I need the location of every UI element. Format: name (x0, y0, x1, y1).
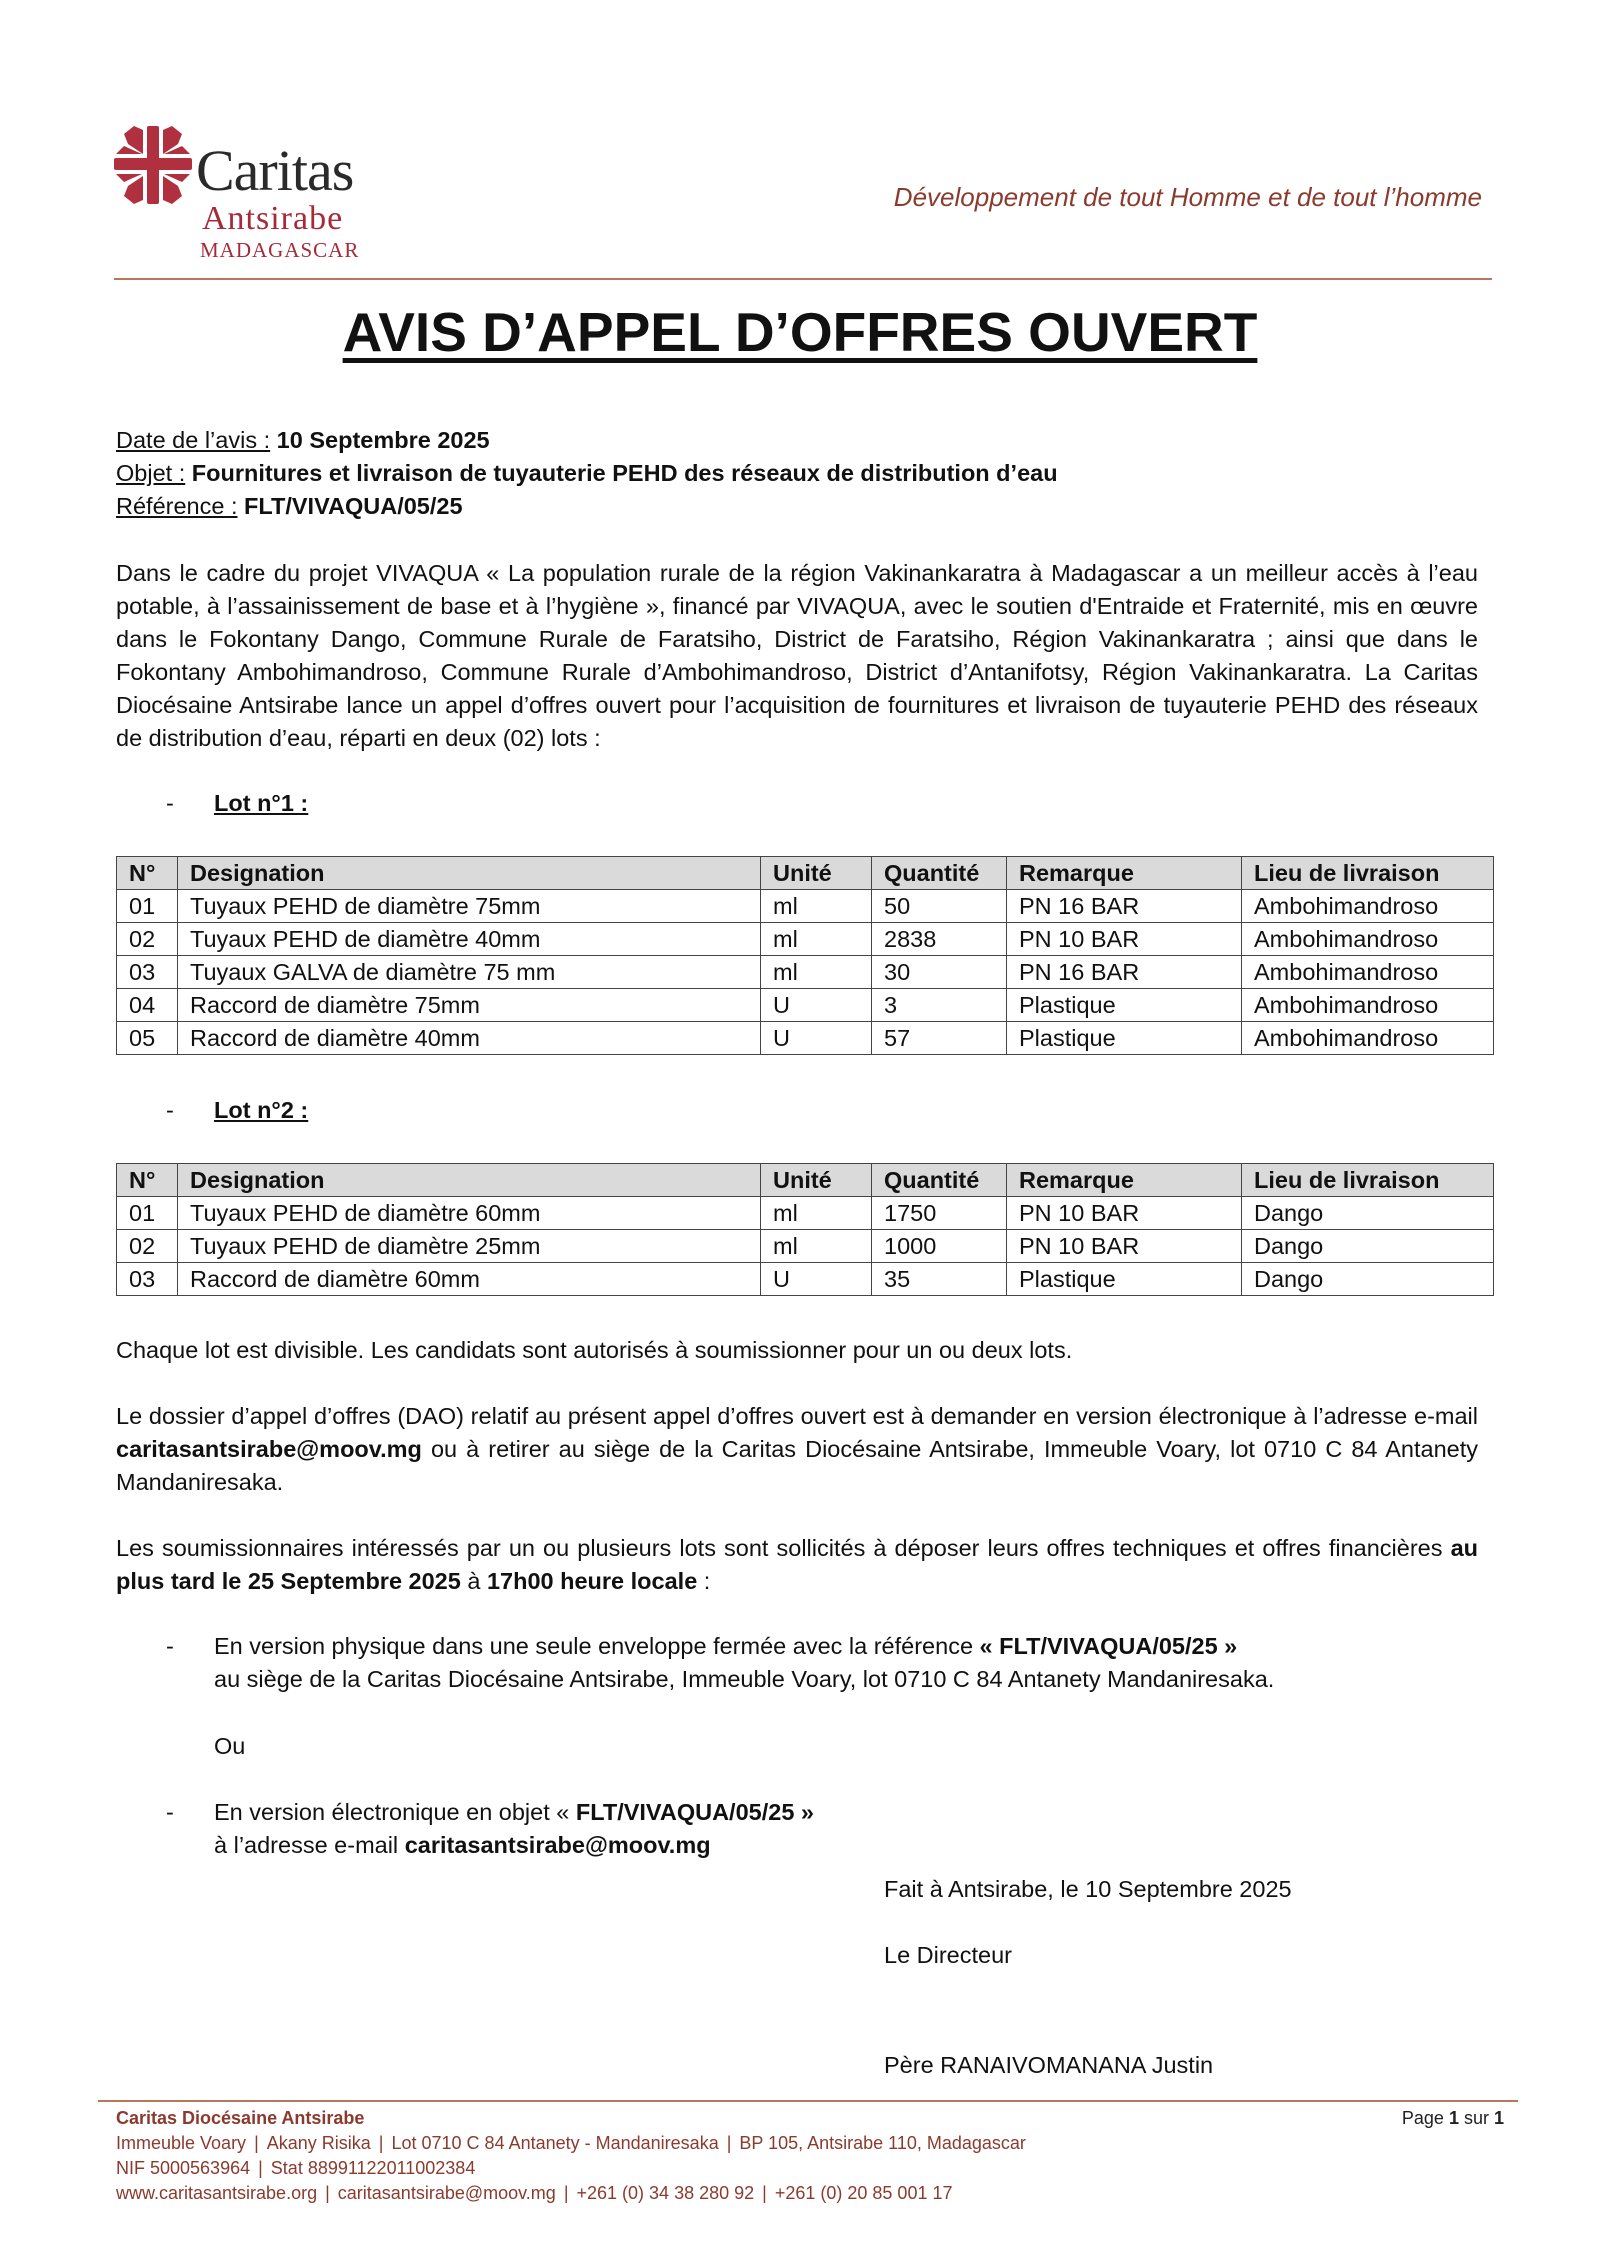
footer-ids-line: NIF 5000563964 | Stat 88991122011002384 (116, 2158, 476, 2178)
table-row (117, 956, 1494, 989)
footer-lot: Lot 0710 C 84 Antanety - Mandaniresaka (391, 2133, 719, 2153)
table-cell: PN 10 BAR (1007, 923, 1242, 956)
table-cell: U (761, 1022, 872, 1055)
page-footer (116, 2106, 1026, 2206)
signature-place-date: Fait à Antsirabe, le 10 Septembre 2025 (884, 1876, 1292, 1902)
lot-2-label: Lot n°2 : (214, 1097, 309, 1123)
reference-line (116, 490, 1478, 523)
table-cell: PN 10 BAR (1007, 1197, 1242, 1230)
submission-text-middle: à (460, 1568, 487, 1594)
table-cell: PN 16 BAR (1007, 890, 1242, 923)
submission-text-end: : (697, 1568, 711, 1594)
header-tagline: Développement de tout Homme et de tout l’homme (893, 182, 1482, 212)
table-cell: Ambohimandroso (1242, 989, 1494, 1022)
divisible-note: Chaque lot est divisible. Les candidats sont autorisés à soumissionner pour un ou deux lots. (116, 1337, 1073, 1363)
column-header: Quantité (872, 1164, 1007, 1197)
column-header: Unité (761, 1164, 872, 1197)
table-cell: Tuyaux PEHD de diamètre 60mm (178, 1197, 761, 1230)
signature-name: Père RANAIVOMANANA Justin (884, 2052, 1214, 2078)
table-cell: Raccord de diamètre 75mm (178, 989, 761, 1022)
table-cell: 1000 (872, 1230, 1007, 1263)
table-cell: Tuyaux GALVA de diamètre 75 mm (178, 956, 761, 989)
lot-1-table (116, 856, 1494, 1055)
table-cell: 02 (117, 923, 178, 956)
footer-divider (98, 2100, 1518, 2102)
date-label: Date de l’avis : (116, 427, 271, 453)
table-cell: 05 (117, 1022, 178, 1055)
column-header: Remarque (1007, 1164, 1242, 1197)
table-row (117, 1022, 1494, 1055)
table-cell: 2838 (872, 923, 1007, 956)
table-cell: 3 (872, 989, 1007, 1022)
dao-text-end: ou à retirer au siège de la Caritas Diocésaine Antsirabe, Immeuble Voary, lot 0710 C 84 Antanety Mandaniresaka. (116, 1436, 1478, 1495)
page-prefix: Page (1401, 2108, 1449, 2128)
dao-text-start: Le dossier d’appel d’offres (DAO) relatif au présent appel d’offres ouvert est à demander en version électronique à l’adresse e-mail (116, 1403, 1478, 1429)
table-cell: 30 (872, 956, 1007, 989)
objet-value: Fournitures et livraison de tuyauterie PEHD des réseaux de distribution d’eau (191, 460, 1058, 486)
table-cell: Plastique (1007, 989, 1242, 1022)
submission-deadline: au plus tard le 25 Septembre 2025 (116, 1535, 1478, 1594)
footer-phone-1: +261 (0) 34 38 280 92 (576, 2183, 755, 2203)
table-cell: ml (761, 956, 872, 989)
table-cell: Plastique (1007, 1263, 1242, 1296)
submission-paragraph (116, 1532, 1478, 1598)
document-page: Caritas Antsirabe MADAGASCAR Développement de tout Homme et de tout l’homme AVIS D’APPEL D’OFFRES OUVERT Date de l’avis : 10 Septembre 2025 Objet : Fournitures et livraison de tuyauterie PEHD des réseaux de distribution d’eau Référence : FLT/VIVAQUA/05/25 Dans le cadre du projet VIVAQUA « La population rurale de la région Vakinankaratra à Madagascar a un meilleur accès à l’eau potable, à l’assainissement de base et à l’hygiène », financé par VIVAQUA, avec le soutien d'Entraide et Fraternité, mis en œuvre dans le Fokontany Dango, Commune Rurale de Faratsiho, District de Faratsiho, Région Vakinankaratra ; ainsi que dans le Fokontany Ambohimandroso, Commune Rurale d’Ambohimandroso, District d’Antanifotsy, Région Vakinankaratra. La Caritas Diocésaine Antsirabe lance un appel d’offres ouvert pour l’acquisition de fournitures et livraison de tuyauterie PEHD des réseaux de distribution d’eau, réparti en deux (02) lots : - Lot n°1 : N° Designation Unité Quantité Remarque Lieu de livraison 01 Tuyaux PEHD de diamètre 75mm ml 50 PN 16 BAR Ambohimandroso 02 Tuyaux PEHD de diamètre 40mm ml 2838 PN 10 BAR Ambohimandroso 03 Tuyaux GALVA de diamètre 75 mm ml 30 PN 16 BAR Ambohimandroso 04 Raccord de diamètre 75mm U 3 Plastique Ambohimandroso 05 Raccord de diamètre 40mm U 57 Plastique Ambohimandroso - Lot n°2 : N° Designation Unité Quantité Remarque Lieu de livraison 01 Tuyaux PEHD de diamètre 60mm ml 1750 PN 10 BAR Dango 02 Tuyaux PEHD de diamètre 25mm ml 1000 PN 10 BAR Dango 03 Raccord de diamètre 60mm U 35 Plastique Dango Chaque lot est divisible. Les candidats sont autorisés à soumissionner pour un ou deux lots. Le dossier d’appel d’offres (DAO) relatif au présent appel d’offres ouvert est à demander en version électronique à l’adresse e-mail caritasantsirabe@moov.mg ou à retirer au siège de la Caritas Diocésaine Antsirabe, Immeuble Voary, lot 0710 C 84 Antanety Mandaniresaka. Les soumissionnaires intéressés par un ou plusieurs lots sont sollicités à déposer leurs offres techniques et offres financières au plus tard le 25 Septembre 2025 à 17h00 heure locale : - En version physique dans une seule enveloppe fermée avec la référence « FLT/VIVAQUA/05/25 » au siège de la Caritas Diocésaine Antsirabe, Immeuble Voary, lot 0710 C 84 Antanety Mandaniresaka. Ou - En version électronique en objet « FLT/VIVAQUA/05/25 » à l’adresse e-mail caritasantsirabe@moov.mg Fait à Antsirabe, le 10 Septembre 2025 Le Directeur Père RANAIVOMANANA Justin Caritas Diocésaine Antsirabe Immeuble Voary | Akany Risika | Lot 0710 C 84 Antanety - Mandaniresaka | BP 105, Antsirabe 110, Madagascar NIF 5000563964 | Stat 88991122011002384 www.caritasantsirabe.org | caritasantsirabe@moov.mg | +261 (0) 34 38 280 92 | +261 (0) 20 85 001 17 Page 1 sur 1 (0, 0, 1600, 2263)
table-cell: 01 (117, 890, 178, 923)
table-cell: 1750 (872, 1197, 1007, 1230)
column-header: Unité (761, 857, 872, 890)
table-row (117, 1197, 1494, 1230)
or-text: Ou (214, 1733, 246, 1759)
table-cell: PN 16 BAR (1007, 956, 1242, 989)
objet-line (116, 457, 1478, 490)
table-cell: Tuyaux PEHD de diamètre 40mm (178, 923, 761, 956)
column-header: Quantité (872, 857, 1007, 890)
footer-nif: NIF 5000563964 (116, 2158, 251, 2178)
table-cell: Ambohimandroso (1242, 1022, 1494, 1055)
logo-country: MADAGASCAR (200, 238, 360, 262)
table-cell: 57 (872, 1022, 1007, 1055)
caritas-logo (114, 122, 384, 262)
date-line (116, 424, 1478, 457)
table-cell: 50 (872, 890, 1007, 923)
table-cell: U (761, 1263, 872, 1296)
table-cell: 03 (117, 956, 178, 989)
intro-paragraph: Dans le cadre du projet VIVAQUA « La population rurale de la région Vakinankaratra à Madagascar a un meilleur accès à l’eau potable, à l’assainissement de base et à l’hygiène », financé par VIVAQUA, avec le soutien d'Entraide et Fraternité, mis en œuvre dans le Fokontany Dango, Commune Rurale de Faratsiho, District de Faratsiho, Région Vakinankaratra ; ainsi que dans le Fokontany Ambohimandroso, Commune Rurale d’Ambohimandroso, District d’Antanifotsy, Région Vakinankaratra. La Caritas Diocésaine Antsirabe lance un appel d’offres ouvert pour l’acquisition de fournitures et livraison de tuyauterie PEHD des réseaux de distribution d’eau, réparti en deux (02) lots : (116, 560, 1478, 751)
table-cell: 03 (117, 1263, 178, 1296)
table-cell: Ambohimandroso (1242, 956, 1494, 989)
table-cell: Ambohimandroso (1242, 923, 1494, 956)
footer-stat: Stat 88991122011002384 (270, 2158, 476, 2178)
electronic-option-text: En version électronique en objet « (214, 1799, 576, 1825)
physical-option-address: au siège de la Caritas Diocésaine Antsirabe, Immeuble Voary, lot 0710 C 84 Antanety Mandaniresaka. (214, 1666, 1275, 1692)
page-current: 1 (1448, 2108, 1459, 2128)
table-row (117, 1263, 1494, 1296)
electronic-option-email: caritasantsirabe@moov.mg (404, 1832, 711, 1858)
table-cell: ml (761, 1197, 872, 1230)
table-cell: U (761, 989, 872, 1022)
reference-value: FLT/VIVAQUA/05/25 (244, 493, 463, 519)
footer-website-link[interactable]: www.caritasantsirabe.org (116, 2183, 318, 2203)
table-row (117, 1230, 1494, 1263)
submission-text-start: Les soumissionnaires intéressés par un ou plusieurs lots sont sollicités à déposer leurs offres techniques et offres financières (116, 1535, 1451, 1561)
table-cell: Raccord de diamètre 60mm (178, 1263, 761, 1296)
column-header: N° (117, 857, 178, 890)
footer-bp: BP 105, Antsirabe 110, Madagascar (739, 2133, 1026, 2153)
footer-org: Caritas Diocésaine Antsirabe (116, 2108, 365, 2128)
submission-time: 17h00 heure locale (486, 1568, 698, 1594)
header-divider (114, 278, 1492, 280)
electronic-option-prefix: à l’adresse e-mail (214, 1832, 405, 1858)
lot-1-label: Lot n°1 : (214, 790, 309, 816)
footer-contact-line: www.caritasantsirabe.org | caritasantsirabe@moov.mg | +261 (0) 34 38 280 92 | +261 (0) 20 85 001 17 (116, 2183, 953, 2203)
table-cell: ml (761, 890, 872, 923)
page-mid: sur (1458, 2108, 1494, 2128)
footer-building: Immeuble Voary (116, 2133, 247, 2153)
electronic-option-reference: FLT/VIVAQUA/05/25 » (575, 1799, 814, 1825)
footer-akany: Akany Risika (266, 2133, 371, 2153)
column-header: Lieu de livraison (1242, 857, 1494, 890)
dao-paragraph (116, 1400, 1478, 1499)
page-total: 1 (1493, 2108, 1504, 2128)
column-header: Lieu de livraison (1242, 1164, 1494, 1197)
table-cell: ml (761, 1230, 872, 1263)
table-cell: Dango (1242, 1230, 1494, 1263)
dao-email: caritasantsirabe@moov.mg (116, 1436, 422, 1462)
table-cell: Raccord de diamètre 40mm (178, 1022, 761, 1055)
table-cell: 35 (872, 1263, 1007, 1296)
reference-label: Référence : (116, 493, 238, 519)
column-header: N° (117, 1164, 178, 1197)
table-cell: PN 10 BAR (1007, 1230, 1242, 1263)
column-header: Designation (178, 1164, 761, 1197)
footer-phone-2: +261 (0) 20 85 001 17 (774, 2183, 953, 2203)
lot-2-table (116, 1163, 1494, 1296)
page-title: AVIS D’APPEL D’OFFRES OUVERT (342, 301, 1258, 363)
table-header-row (117, 1164, 1494, 1197)
logo-city: Antsirabe (202, 200, 344, 237)
footer-email-link[interactable]: caritasantsirabe@moov.mg (337, 2183, 556, 2203)
date-value: 10 Septembre 2025 (276, 427, 490, 453)
signature-role: Le Directeur (884, 1942, 1012, 1968)
table-cell: Plastique (1007, 1022, 1242, 1055)
table-cell: 01 (117, 1197, 178, 1230)
table-cell: Tuyaux PEHD de diamètre 25mm (178, 1230, 761, 1263)
table-cell: Dango (1242, 1197, 1494, 1230)
physical-option-text: En version physique dans une seule enveloppe fermée avec la référence (214, 1633, 980, 1659)
table-cell: 02 (117, 1230, 178, 1263)
column-header: Remarque (1007, 857, 1242, 890)
table-cell: Dango (1242, 1263, 1494, 1296)
table-row (117, 890, 1494, 923)
table-cell: 04 (117, 989, 178, 1022)
logo-name: Caritas (196, 138, 354, 203)
table-cell: Ambohimandroso (1242, 890, 1494, 923)
table-cell: Tuyaux PEHD de diamètre 75mm (178, 890, 761, 923)
physical-option-reference: « FLT/VIVAQUA/05/25 » (979, 1633, 1238, 1659)
table-row (117, 989, 1494, 1022)
notice-meta (116, 424, 1478, 523)
column-header: Designation (178, 857, 761, 890)
table-cell: ml (761, 923, 872, 956)
objet-label: Objet : (116, 460, 186, 486)
table-header-row (117, 857, 1494, 890)
table-row (117, 923, 1494, 956)
caritas-cross-icon (114, 124, 192, 206)
footer-address-line: Immeuble Voary | Akany Risika | Lot 0710 C 84 Antanety - Mandaniresaka | BP 105, Antsirabe 110, Madagascar (116, 2133, 1026, 2153)
page-number (1402, 2108, 1504, 2129)
